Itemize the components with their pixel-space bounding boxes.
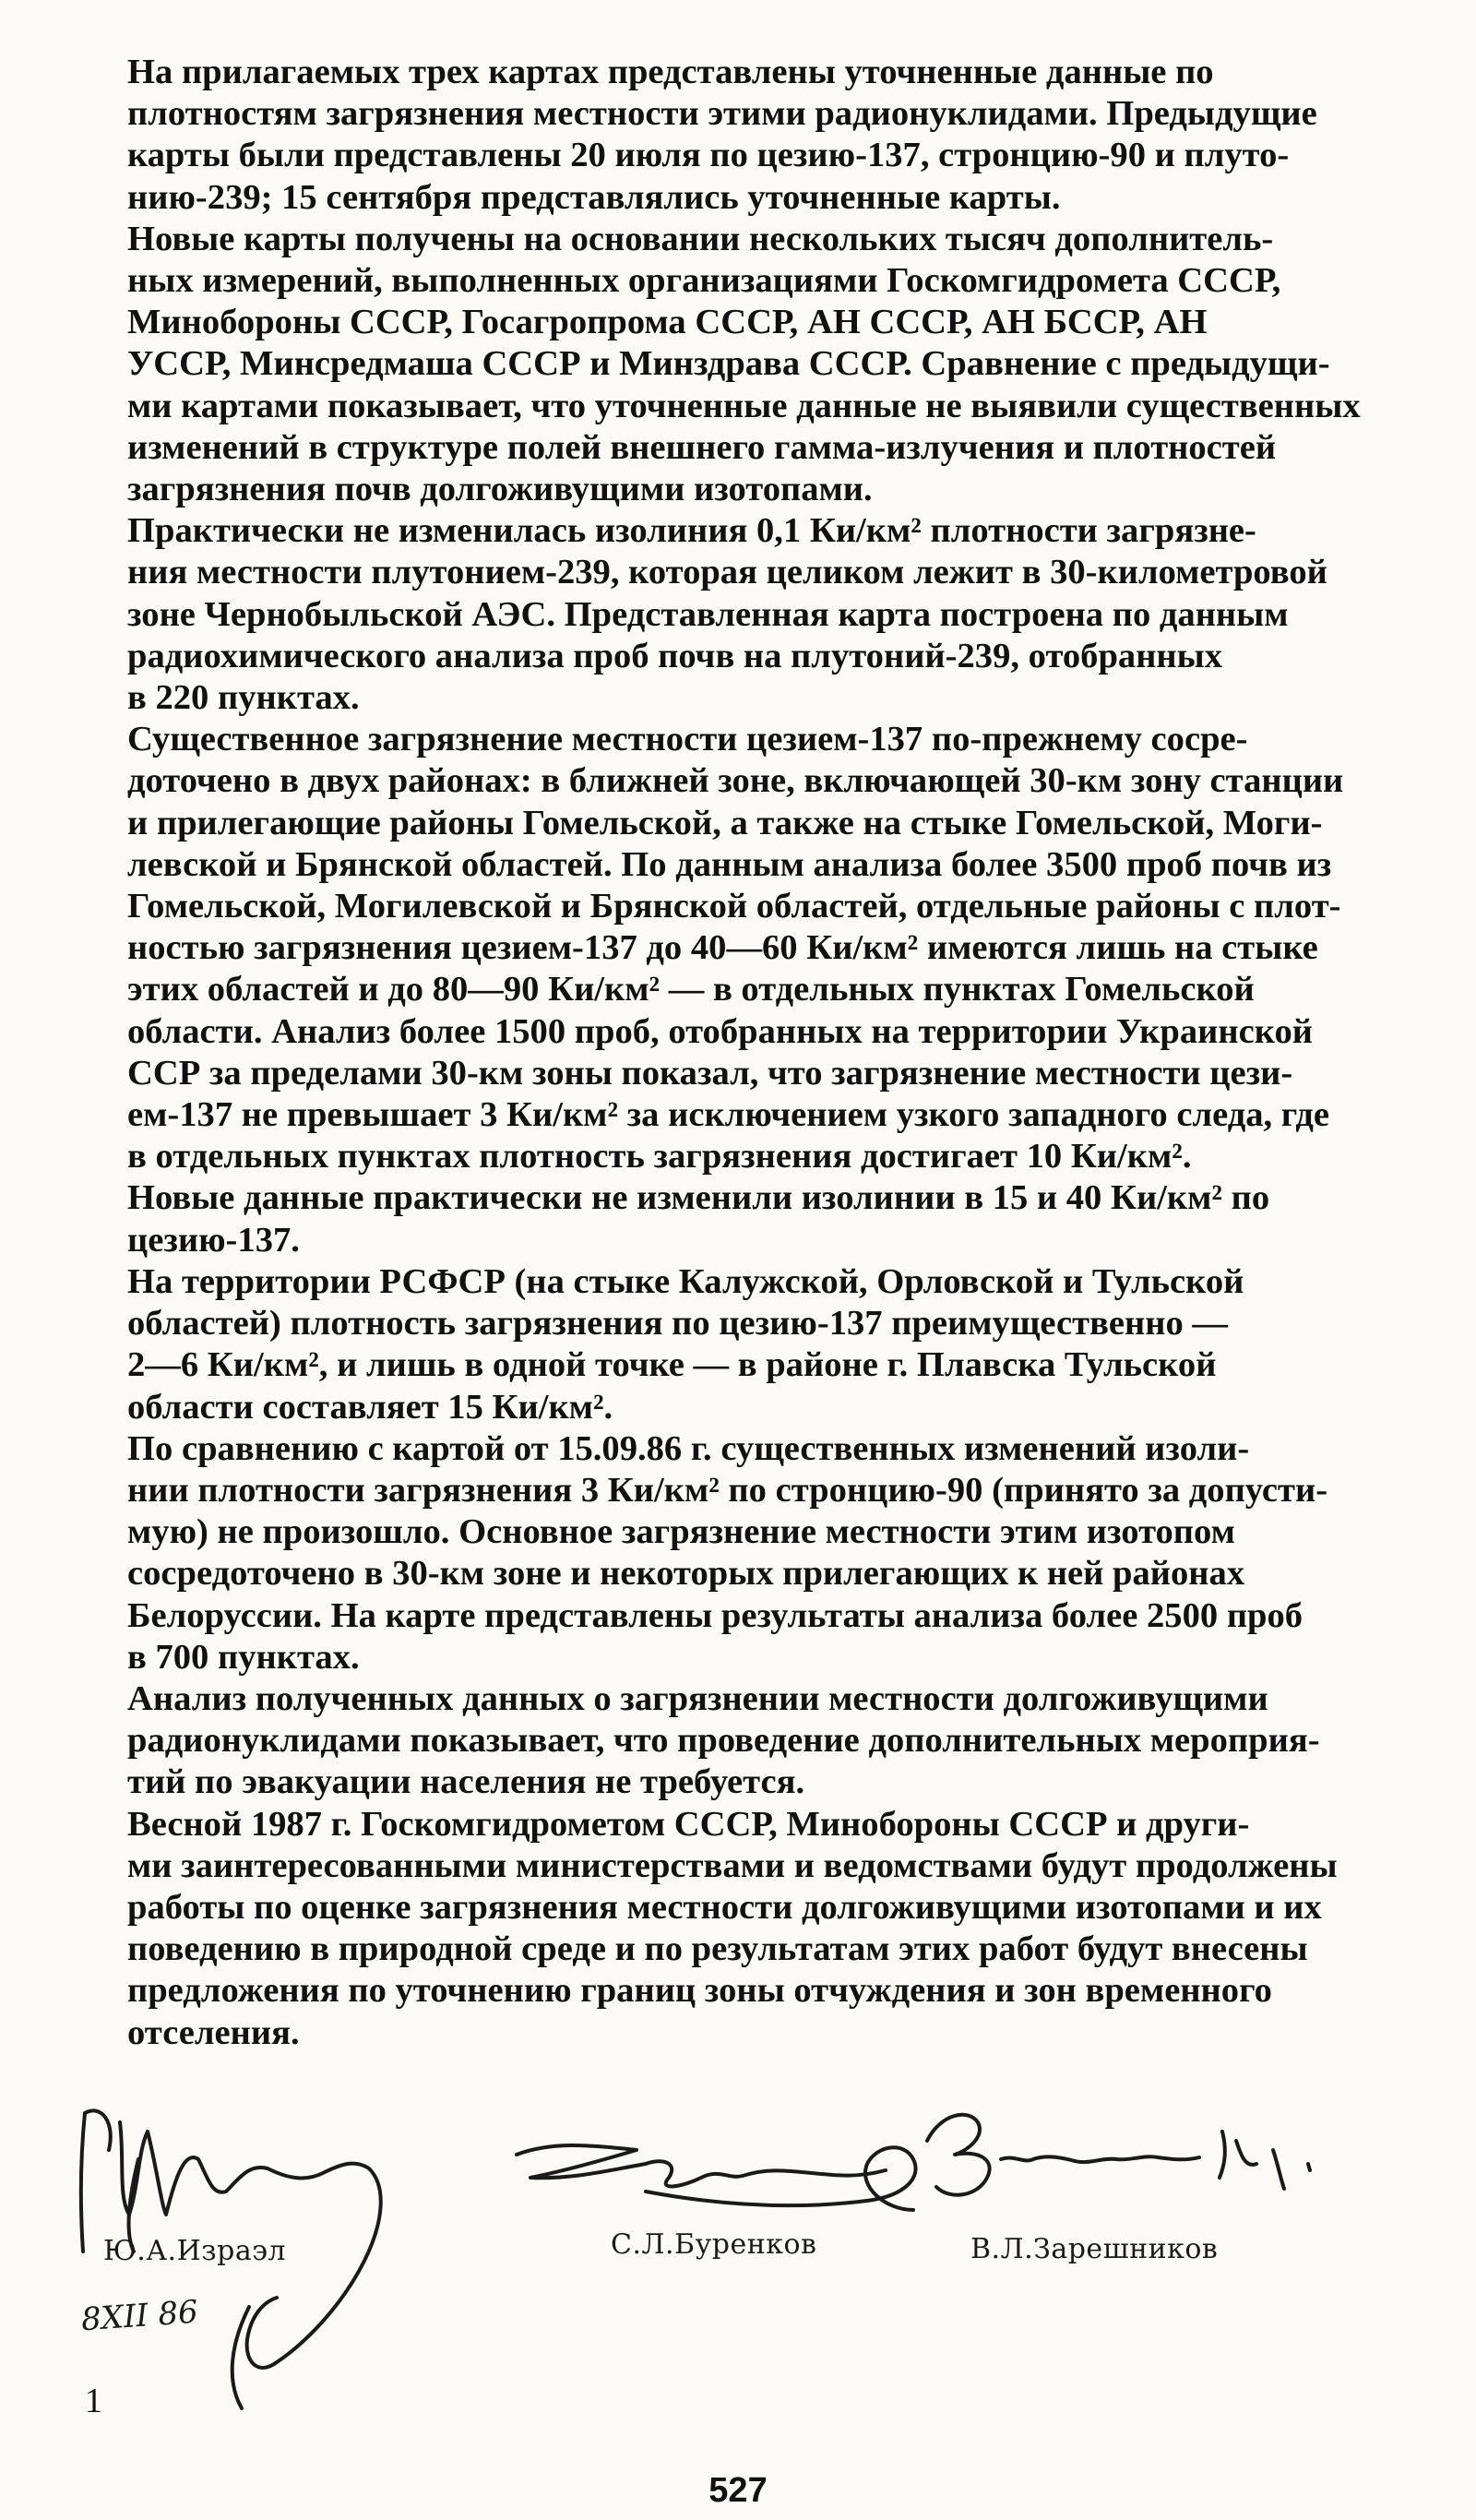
center-signatory-name: С.Л.Буренков [611,2228,817,2261]
text-line: Существенное загрязнение местности цезием-137 по-прежнему сосре- [127,720,1248,759]
text-line: ния местности плутонием-239, которая целиком лежит в 30-километровой [127,553,1327,592]
text-line: нии плотности загрязнения 3 Ки/км² по стронцию-90 (принято за допусти- [127,1470,1328,1510]
text-line: Гомельской, Могилевской и Брянской областей, отдельные районы с плот- [127,887,1341,926]
text-line: Анализ полученных данных о загрязнении местности долгоживущими [127,1678,1268,1718]
text-line: цезию-137. [127,1220,300,1260]
page-number: 527 [708,2471,768,2510]
text-line: в 220 пунктах. [127,678,360,718]
text-line: радиохимического анализа проб почв на плутоний-239, отобранных [127,636,1223,675]
text-line: левской и Брянской областей. По данным анализа более 3500 проб почв из [127,844,1332,884]
right-signature-stroke [927,2115,1199,2195]
text-line: карты были представлены 20 июля по цезию-137, стронцию-90 и плуто- [127,136,1290,175]
center-signature-flourish [646,2147,916,2210]
text-line: Белоруссии. На карте представлены результаты анализа более 2500 проб [127,1595,1303,1635]
text-line: мую) не произошло. Основное загрязнение местности этим изотопом [127,1512,1235,1552]
text-line: областей) плотность загрязнения по цезию-137 преимущественно — [127,1304,1229,1344]
text-line: УССР, Минсредмаша СССР и Минздрава СССР. Сравнение с предыдущи- [127,344,1330,384]
text-line: ем-137 не превышает 3 Ки/км² за исключением узкого западного следа, где [127,1095,1330,1135]
text-line: тий по эвакуации населения не требуется. [127,1762,805,1802]
text-line: отселения. [127,2012,300,2052]
text-line: сосредоточено в 30-км зоне и некоторых прилегающих к ней районах [127,1554,1245,1594]
text-line: в 700 пунктах. [127,1637,360,1677]
text-line: и прилегающие районы Гомельской, а также на стыке Гомельской, Моги- [127,803,1323,842]
text-line: области. Анализ более 1500 проб, отобранных на территории Украинской [127,1011,1313,1051]
text-line: ностью загрязнения цезием-137 до 40—60 Ки/км² имеются лишь на стыке [127,928,1318,968]
left-signatory-name: Ю.А.Израэл [103,2235,287,2267]
text-line: изменений в структуре полей внешнего гамма-излучения и плотностей [127,427,1277,467]
right-signatory-name: В.Л.Зарешников [970,2233,1219,2265]
text-line: На территории РСФСР (на стыке Калужской, Орловской и Тульской [127,1261,1244,1301]
text-line: плотностям загрязнения местности этими радионуклидами. Предыдущие [127,94,1317,134]
text-line: доточено в двух районах: в ближней зоне, включающей 30-км зону станции [127,761,1344,801]
right-signature-end [1220,2132,1310,2189]
text-line: предложения по уточнению границ зоны отчуждения и зон временного [127,1971,1272,2011]
center-signature-stroke [517,2145,886,2186]
text-line: области составляет 15 Ки/км². [127,1387,613,1427]
left-date-stroke [232,2307,249,2408]
text-line: ми картами показывает, что уточненные данные не выявили существенных [127,386,1361,425]
text-line: Весной 1987 г. Госкомгидрометом СССР, Минобороны СССР и други- [127,1804,1250,1844]
left-signature-date: 8XII 86 [79,2293,200,2339]
text-line: 2—6 Ки/км², и лишь в одной точке — в районе г. Плавска Тульской [127,1345,1217,1385]
text-line: Новые карты получены на основании нескольких тысяч дополнитель- [127,219,1274,258]
text-line: зоне Чернобыльской АЭС. Представленная карта построена по данным [127,594,1289,634]
text-line: загрязнения почв долгоживущими изотопами. [127,470,873,509]
text-line: Новые данные практически не изменили изолинии в 15 и 40 Ки/км² по [127,1178,1270,1218]
text-line: На прилагаемых трех картах представлены уточненные данные по [127,53,1214,91]
text-line: поведению в природной среде и по результатам этих работ будут внесены [127,1929,1308,1969]
text-line: в отдельных пунктах плотность загрязнения достигает 10 Ки/км². [127,1137,1192,1176]
text-line: ных измерений, выполненных организациями Госкомгидромета СССР, [127,261,1281,301]
text-line: нию-239; 15 сентября представлялись уточненные карты. [127,177,1061,217]
text-line: ССР за пределами 30-км зоны показал, что загрязнение местности цези- [127,1053,1293,1093]
corner-number: 1 [85,2382,102,2420]
text-line: Практически не изменилась изолиния 0,1 Ки/км² плотности загрязне- [127,511,1256,551]
text-line: Минобороны СССР, Госагропрома СССР, АН СССР, АН БССР, АН [127,303,1208,342]
text-line: работы по оценке загрязнения местности долгоживущими изотопами и их [127,1887,1322,1927]
text-line: ми заинтересованными министерствами и ведомствами будут продолжены [127,1845,1338,1885]
text-line: радионуклидами показывает, что проведение дополнительных мероприя- [127,1721,1320,1761]
text-line: По сравнению с картой от 15.09.86 г. существенных изменений изоли- [127,1428,1250,1468]
text-line: этих областей и до 80—90 Ки/км² — в отдельных пунктах Гомельской [127,970,1255,1009]
